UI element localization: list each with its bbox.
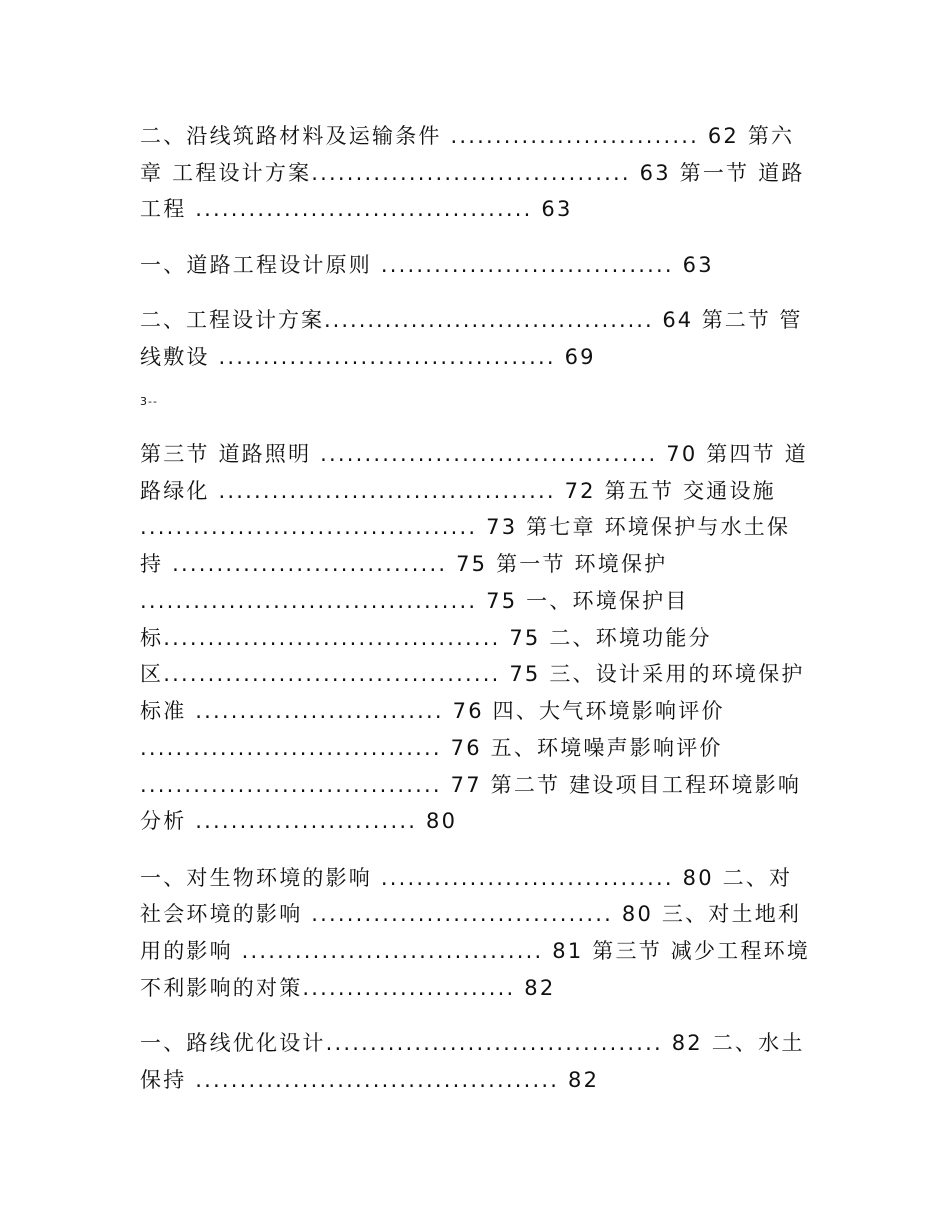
toc-line: 二、沿线筑路材料及运输条件 ............................ 62 第六: [140, 124, 795, 148]
toc-line: 一、道路工程设计原则 ................................. 63: [140, 253, 714, 277]
toc-line: 保持 ......................................... 82: [140, 1068, 600, 1092]
toc-line: 章 工程设计方案.................................... 63 第一节 道路: [140, 161, 805, 185]
toc-line: 路绿化 ...................................... 72 第五节 交通设施: [140, 479, 776, 503]
toc-line: .................................. 77 第二节 建设项目工程环境影响: [140, 773, 802, 797]
toc-line: 二、工程设计方案...................................... 64 第二节 管: [140, 308, 803, 332]
toc-line: 一、对生物环境的影响 ................................. 80 二、对: [140, 866, 793, 890]
toc-line: 标准 ............................ 76 四、大气环境影响评价: [140, 699, 725, 723]
page-number: 3--: [140, 395, 158, 408]
toc-line: 区...................................... 75 三、设计采用的环境保护: [140, 662, 805, 686]
toc-line: 社会环境的影响 .................................. 80 三、对土地利: [140, 902, 802, 926]
toc-line: ...................................... 75 一、环境保护目: [140, 589, 689, 613]
toc-line: 分析 ......................... 80: [140, 809, 458, 833]
toc-line: 线敷设 ...................................... 69: [140, 345, 596, 369]
toc-line: 第三节 道路照明 ...................................... 70 第四节 道: [140, 442, 808, 466]
toc-line: 一、路线优化设计...................................... 82 二、水土: [140, 1031, 805, 1055]
toc-line: 用的影响 .................................. 81 第三节 减少工程环境: [140, 939, 810, 963]
toc-line: 持 ............................... 75 第一节 环境保护: [140, 552, 668, 576]
toc-line: ...................................... 73 第七章 环境保护与水土保: [140, 515, 791, 539]
toc-line: .................................. 76 五、环境噪声影响评价: [140, 736, 723, 760]
toc-line: 标...................................... 75 二、环境功能分: [140, 626, 712, 650]
toc-line: 不利影响的对策........................ 82: [140, 976, 556, 1000]
toc-line: 工程 ...................................... 63: [140, 197, 573, 221]
